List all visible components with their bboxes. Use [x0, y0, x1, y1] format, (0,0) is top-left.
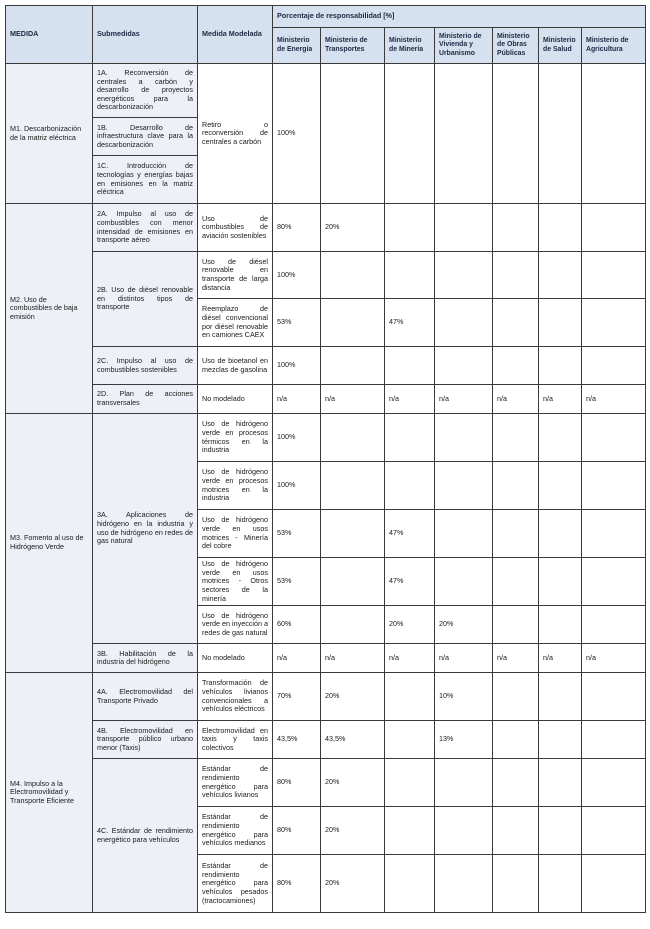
pct-cell: 80%	[273, 204, 321, 252]
pct-cell: 53%	[273, 299, 321, 347]
pct-cell	[385, 252, 435, 299]
pct-cell	[435, 558, 493, 606]
pct-cell	[493, 673, 539, 721]
medida-cell: M2. Uso de combustibles de baja emisión	[6, 204, 93, 414]
pct-cell	[385, 807, 435, 855]
submedida-cell: 1C. Introducción de tecnologías y energías bajas en emisiones en la matriz eléctrica	[93, 156, 198, 204]
submedida-cell: 2B. Uso de diésel renovable en distintos tipos de transporte	[93, 252, 198, 347]
medida-header: MEDIDA	[6, 6, 93, 64]
pct-cell	[321, 64, 385, 204]
submedida-cell: 2D. Plan de acciones transversales	[93, 385, 198, 414]
modelada-cell: Uso de diésel renovable en transporte de larga distancia	[198, 252, 273, 299]
table-row	[6, 673, 646, 721]
table-row	[6, 385, 646, 414]
pct-cell: 53%	[273, 510, 321, 558]
pct-cell	[435, 64, 493, 204]
ministerio-energia-header: Ministerio de Energía	[273, 28, 321, 64]
pct-cell	[493, 855, 539, 913]
modelada-cell: Uso de hidrógeno verde en procesos motrices en la industria	[198, 462, 273, 510]
pct-cell	[582, 673, 646, 721]
pct-cell	[582, 204, 646, 252]
modelada-cell: No modelado	[198, 385, 273, 414]
pct-cell: n/a	[539, 385, 582, 414]
modelada-cell: Estándar de rendimiento energético para vehículos pesados (tractocamiones)	[198, 855, 273, 913]
pct-cell: n/a	[385, 385, 435, 414]
pct-cell	[493, 807, 539, 855]
pct-cell: 47%	[385, 299, 435, 347]
ministerio-mineria-header: Ministerio de Minería	[385, 28, 435, 64]
pct-cell	[385, 855, 435, 913]
modelada-cell: No modelado	[198, 644, 273, 673]
pct-cell	[321, 558, 385, 606]
submedida-cell: 2A. Impulso al uso de combustibles con menor intensidad de emisiones en transporte aéreo	[93, 204, 198, 252]
table-row	[6, 252, 646, 299]
pct-cell	[539, 462, 582, 510]
pct-cell: 100%	[273, 347, 321, 385]
pct-cell: n/a	[321, 385, 385, 414]
pct-cell	[582, 721, 646, 759]
pct-cell: 13%	[435, 721, 493, 759]
pct-cell	[582, 347, 646, 385]
pct-cell	[539, 252, 582, 299]
ministerio-agricultura-header: Ministerio de Agricultura	[582, 28, 646, 64]
pct-cell	[582, 510, 646, 558]
pct-cell: 20%	[385, 606, 435, 644]
pct-cell	[435, 299, 493, 347]
pct-cell	[539, 299, 582, 347]
pct-cell	[493, 347, 539, 385]
pct-cell	[385, 462, 435, 510]
table-row	[6, 644, 646, 673]
pct-cell	[539, 558, 582, 606]
ministerio-vivienda-header: Ministerio de Vivienda y Urbanismo	[435, 28, 493, 64]
pct-cell	[539, 807, 582, 855]
submedida-cell: 3A. Aplicaciones de hidrógeno en la industria y uso de hidrógeno en redes de gas natural	[93, 414, 198, 644]
pct-cell	[539, 673, 582, 721]
pct-cell	[435, 759, 493, 807]
modelada-cell: Transformación de vehículos livianos convencionales a vehículos eléctricos	[198, 673, 273, 721]
pct-cell: 80%	[273, 807, 321, 855]
pct-cell	[435, 462, 493, 510]
pct-cell: 20%	[435, 606, 493, 644]
submedida-cell: 3B. Habilitación de la industria del hidrógeno	[93, 644, 198, 673]
pct-cell	[493, 721, 539, 759]
porcentaje-header: Porcentaje de responsabilidad [%]	[273, 6, 646, 28]
pct-cell	[539, 414, 582, 462]
pct-cell	[539, 759, 582, 807]
pct-cell	[435, 347, 493, 385]
pct-cell: 60%	[273, 606, 321, 644]
modelada-cell: Uso de hidrógeno verde en inyección a redes de gas natural	[198, 606, 273, 644]
ministerio-transportes-header: Ministerio de Transportes	[321, 28, 385, 64]
pct-cell	[582, 462, 646, 510]
modelada-cell: Estándar de rendimiento energético para vehículos medianos	[198, 807, 273, 855]
table-row	[6, 414, 646, 462]
pct-cell	[385, 673, 435, 721]
pct-cell	[385, 64, 435, 204]
pct-cell	[321, 252, 385, 299]
pct-cell	[582, 606, 646, 644]
medida-modelada-header: Medida Modelada	[198, 6, 273, 64]
pct-cell	[321, 414, 385, 462]
modelada-cell: Uso de hidrógeno verde en usos motrices - Otros sectores de la minería	[198, 558, 273, 606]
pct-cell	[321, 347, 385, 385]
pct-cell: 10%	[435, 673, 493, 721]
pct-cell: 80%	[273, 855, 321, 913]
pct-cell	[539, 64, 582, 204]
pct-cell: 70%	[273, 673, 321, 721]
pct-cell	[385, 347, 435, 385]
pct-cell	[385, 414, 435, 462]
pct-cell: 47%	[385, 510, 435, 558]
pct-cell	[435, 510, 493, 558]
pct-cell: 100%	[273, 414, 321, 462]
pct-cell	[582, 64, 646, 204]
pct-cell	[539, 721, 582, 759]
pct-cell: n/a	[385, 644, 435, 673]
responsibility-table	[5, 5, 646, 913]
submedida-cell: 4C. Estándar de rendimiento energético para vehículos	[93, 759, 198, 913]
header-row-top	[6, 6, 646, 28]
pct-cell	[435, 414, 493, 462]
pct-cell: 100%	[273, 462, 321, 510]
modelada-cell: Retiro o reconversión de centrales a carbón	[198, 64, 273, 204]
pct-cell	[539, 510, 582, 558]
pct-cell: n/a	[582, 644, 646, 673]
table-row	[6, 204, 646, 252]
submedida-cell: 1B. Desarrollo de infraestructura clave para la descarbonización	[93, 118, 198, 156]
modelada-cell: Uso de hidrógeno verde en procesos térmicos en la industria	[198, 414, 273, 462]
table-row	[6, 721, 646, 759]
table-row	[6, 759, 646, 807]
pct-cell: n/a	[435, 644, 493, 673]
pct-cell	[582, 414, 646, 462]
pct-cell	[582, 855, 646, 913]
pct-cell	[493, 510, 539, 558]
pct-cell	[582, 558, 646, 606]
pct-cell: n/a	[273, 644, 321, 673]
pct-cell	[493, 462, 539, 510]
pct-cell	[493, 414, 539, 462]
pct-cell	[582, 299, 646, 347]
pct-cell	[385, 721, 435, 759]
pct-cell: n/a	[582, 385, 646, 414]
modelada-cell: Estándar de rendimiento energético para vehículos livianos	[198, 759, 273, 807]
pct-cell	[321, 606, 385, 644]
pct-cell	[582, 252, 646, 299]
pct-cell: 20%	[321, 673, 385, 721]
pct-cell: 100%	[273, 64, 321, 204]
pct-cell	[539, 204, 582, 252]
submedida-cell: 4A. Electromovilidad del Transporte Privado	[93, 673, 198, 721]
pct-cell	[321, 299, 385, 347]
table-row	[6, 64, 646, 118]
pct-cell: 43,5%	[273, 721, 321, 759]
submedida-cell: 4B. Electromovilidad en transporte público urbano menor (Taxis)	[93, 721, 198, 759]
ministerio-salud-header: Ministerio de Salud	[539, 28, 582, 64]
pct-cell: 53%	[273, 558, 321, 606]
pct-cell	[321, 462, 385, 510]
pct-cell: n/a	[493, 385, 539, 414]
pct-cell: 20%	[321, 759, 385, 807]
pct-cell	[385, 204, 435, 252]
pct-cell: n/a	[273, 385, 321, 414]
pct-cell	[435, 807, 493, 855]
submedidas-header: Submedidas	[93, 6, 198, 64]
pct-cell	[582, 807, 646, 855]
modelada-cell: Electromovilidad en taxis y taxis colectivos	[198, 721, 273, 759]
medida-cell: M3. Fomento al uso de Hidrógeno Verde	[6, 414, 93, 673]
pct-cell	[493, 558, 539, 606]
pct-cell	[493, 64, 539, 204]
pct-cell	[493, 299, 539, 347]
responsibility-table-wrapper	[5, 5, 646, 913]
pct-cell	[493, 759, 539, 807]
pct-cell: 47%	[385, 558, 435, 606]
pct-cell: n/a	[539, 644, 582, 673]
pct-cell	[493, 252, 539, 299]
pct-cell	[435, 204, 493, 252]
modelada-cell: Uso de combustibles de aviación sostenibles	[198, 204, 273, 252]
pct-cell	[321, 510, 385, 558]
pct-cell: n/a	[493, 644, 539, 673]
pct-cell: 43,5%	[321, 721, 385, 759]
pct-cell	[539, 347, 582, 385]
pct-cell	[582, 759, 646, 807]
table-row	[6, 347, 646, 385]
pct-cell: n/a	[435, 385, 493, 414]
pct-cell: 100%	[273, 252, 321, 299]
medida-cell: M4. Impulso a la Electromovilidad y Transporte Eficiente	[6, 673, 93, 913]
pct-cell: 20%	[321, 855, 385, 913]
pct-cell	[385, 759, 435, 807]
pct-cell: n/a	[321, 644, 385, 673]
pct-cell	[493, 606, 539, 644]
modelada-cell: Reemplazo de diésel convencional por diésel renovable en camiones CAEX	[198, 299, 273, 347]
pct-cell: 20%	[321, 204, 385, 252]
pct-cell	[435, 855, 493, 913]
modelada-cell: Uso de hidrógeno verde en usos motrices - Minería del cobre	[198, 510, 273, 558]
pct-cell	[493, 204, 539, 252]
pct-cell	[539, 606, 582, 644]
pct-cell	[435, 252, 493, 299]
medida-cell: M1. Descarbonización de la matriz eléctrica	[6, 64, 93, 204]
submedida-cell: 2C. Impulso al uso de combustibles sostenibles	[93, 347, 198, 385]
pct-cell: 80%	[273, 759, 321, 807]
modelada-cell: Uso de bioetanol en mezclas de gasolina	[198, 347, 273, 385]
pct-cell: 20%	[321, 807, 385, 855]
pct-cell	[539, 855, 582, 913]
submedida-cell: 1A. Reconversión de centrales a carbón y desarrollo de proyectos energéticos para la descarbonización	[93, 64, 198, 118]
ministerio-obras-publicas-header: Ministerio de Obras Públicas	[493, 28, 539, 64]
